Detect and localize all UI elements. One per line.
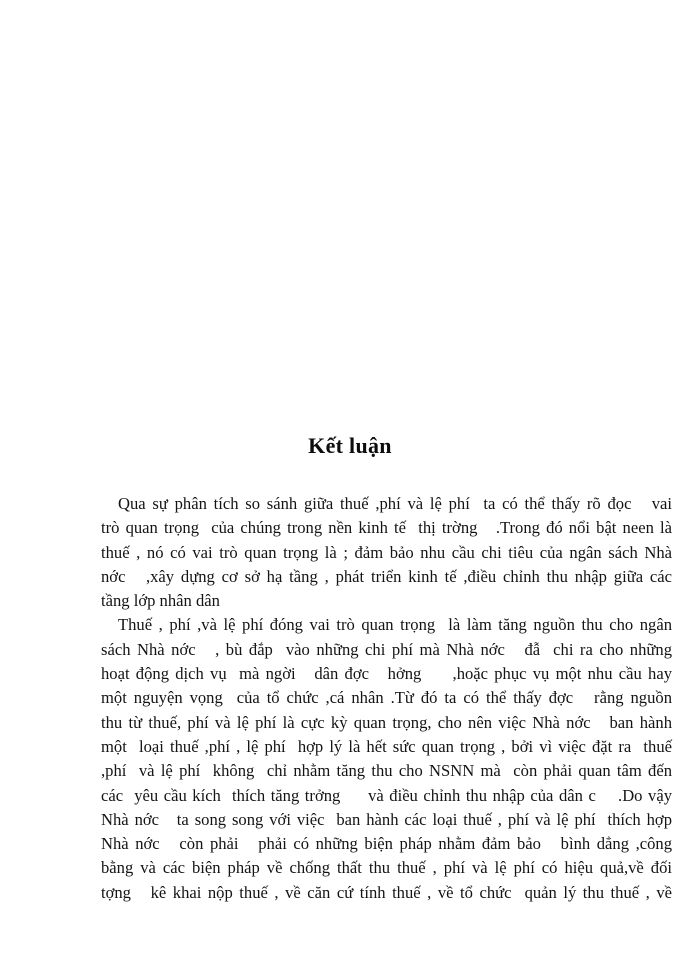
text-line: nớc ,xây dựng cơ sở hạ tầng , phát triển kinh tế ,điều chỉnh thu nhập giữa các	[101, 566, 672, 586]
paragraph-2	[101, 613, 672, 905]
text-line: Nhà nớc ta song song với việc ban hành các loại thuế , phí và lệ phí thích hợp	[101, 809, 672, 829]
text-line: Thuế , phí ,và lệ phí đóng vai trò quan trọng là làm tăng nguồn thu cho ngân	[118, 615, 672, 635]
body-text	[101, 492, 672, 905]
text-line: các yêu cầu kích thích tăng trởng và điều chỉnh thu nhập của dân c .Do vậy	[101, 785, 672, 805]
text-line: thu từ thuế, phí và lệ phí là cực kỳ quan trọng, cho nên việc Nhà nớc ban hành	[101, 712, 672, 732]
page-title: Kết luận	[308, 433, 392, 458]
text-line: thuế , nó có vai trò quan trọng là ; đảm bảo nhu cầu chi tiêu của ngân sách Nhà	[101, 542, 672, 562]
text-line: tợng kê khai nộp thuế , về căn cứ tính thuế , về tổ chức quản lý thu thuế , về	[101, 882, 672, 902]
text-line: trò quan trọng của chúng trong nền kinh tế thị trờng .Trong đó nổi bật neen là	[101, 518, 672, 538]
text-line: bằng và các biện pháp về chống thất thu thuế , phí và lệ phí có hiệu quả,về đối	[101, 858, 672, 878]
text-line: một nguyện vọng của tổ chức ,cá nhân .Từ đó ta có thể thấy đợc rằng nguồn	[101, 688, 672, 708]
paragraph-1	[101, 492, 672, 613]
text-line: hoạt động dịch vụ mà ngời dân đợc hởng ,hoặc phục vụ một nhu cầu hay	[101, 664, 672, 684]
text-line: Nhà nớc còn phải phải có những biện pháp nhằm đảm bảo bình dẳng ,công	[101, 834, 672, 854]
text-line: sách Nhà nớc , bù đắp vào những chi phí mà Nhà nớc đẫ chi ra cho những	[101, 639, 672, 659]
text-line: một loại thuế ,phí , lệ phí hợp lý là hết sức quan trọng , bởi vì việc đặt ra thuế	[101, 736, 672, 756]
text-line: tầng lớp nhân dân	[101, 591, 220, 611]
text-line: Qua sự phân tích so sánh giữa thuế ,phí và lệ phí ta có thể thấy rõ đọc vai	[118, 494, 672, 513]
text-line: ,phí và lệ phí không chỉ nhằm tăng thu cho NSNN mà còn phải quan tâm đến	[101, 761, 672, 781]
